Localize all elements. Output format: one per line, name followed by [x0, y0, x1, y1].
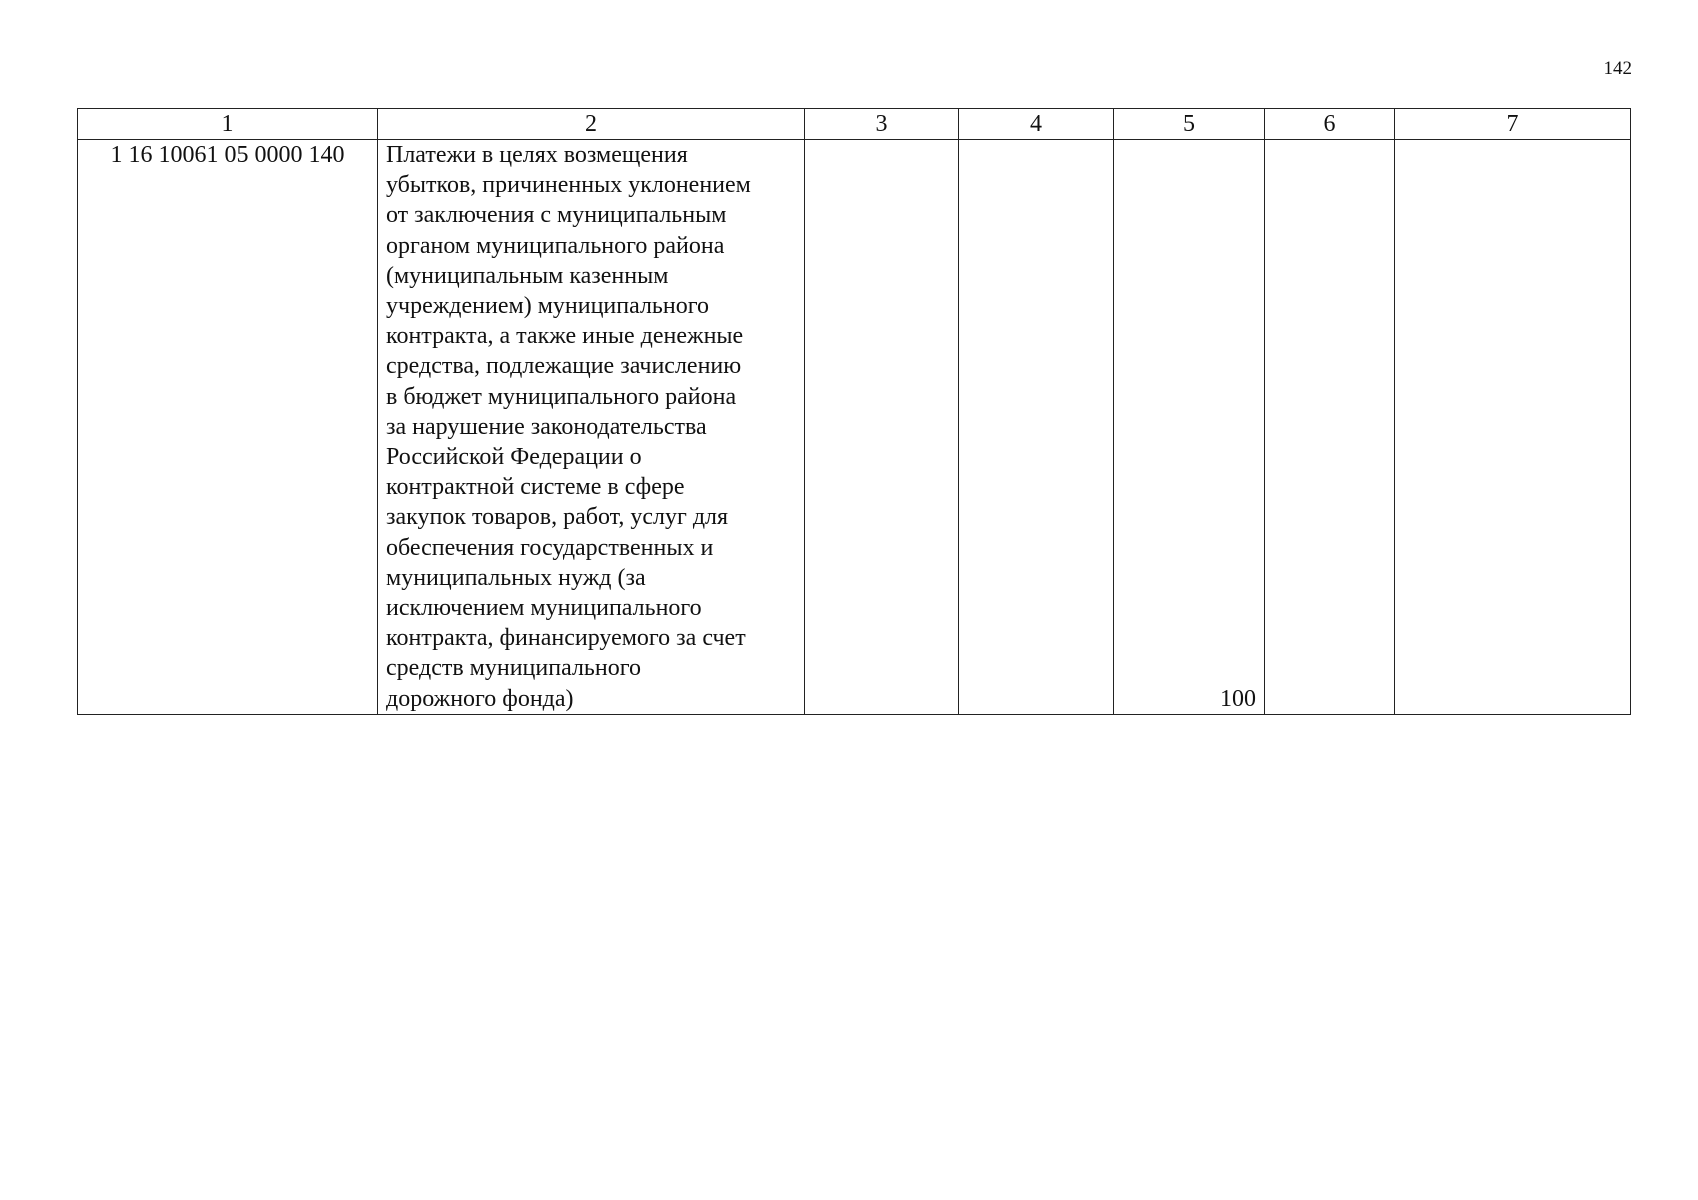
column-header: 5	[1114, 109, 1265, 140]
income-name-line: муниципальных нужд (за	[386, 564, 646, 591]
budget-table	[77, 108, 1631, 715]
income-name-line: Платежи в целях возмещения	[386, 142, 688, 168]
income-name-line: дорожного фонда)	[386, 685, 574, 712]
column-3-cell	[805, 140, 959, 715]
column-6-cell	[1265, 140, 1395, 715]
header-row	[78, 109, 1631, 140]
income-name-line: обеспечения государственных и	[386, 534, 714, 561]
column-header: 2	[378, 109, 805, 140]
income-name-line: средства, подлежащие зачислению	[386, 353, 742, 380]
income-name-line: в бюджет муниципального района	[386, 383, 737, 410]
column-header: 3	[805, 109, 959, 140]
column-header: 6	[1265, 109, 1395, 140]
income-name-line: (муниципальным казенным	[386, 262, 669, 289]
income-name-line: учреждением) муниципального	[386, 293, 709, 320]
income-name-line: закупок товаров, работ, услуг для	[386, 504, 729, 531]
income-name-line: от заключения с муниципальным	[386, 202, 727, 229]
table-row	[78, 140, 1631, 715]
income-name-line: убытков, причиненных уклонением	[386, 172, 751, 199]
column-4-cell	[959, 140, 1114, 715]
page-number: 142	[1603, 58, 1632, 79]
column-5-value-cell: 100	[1114, 140, 1265, 715]
column-header: 1	[78, 109, 378, 140]
income-name-line: контрактной системе в сфере	[386, 474, 685, 501]
budget-code-cell: 1 16 10061 05 0000 140	[78, 140, 378, 715]
income-name-line: исключением муниципального	[386, 595, 702, 622]
income-name-line: Российской Федерации о	[386, 444, 642, 471]
column-header: 7	[1395, 109, 1631, 140]
column-7-cell	[1395, 140, 1631, 715]
column-header: 4	[959, 109, 1114, 140]
income-name-line: контракта, финансируемого за счет	[386, 625, 746, 652]
income-name-cell	[378, 140, 805, 715]
income-name-line: органом муниципального района	[386, 232, 725, 259]
income-name-line: за нарушение законодательства	[386, 413, 707, 440]
income-name-line: контракта, а также иные денежные	[386, 323, 744, 350]
income-name-line: средств муниципального	[386, 655, 641, 682]
